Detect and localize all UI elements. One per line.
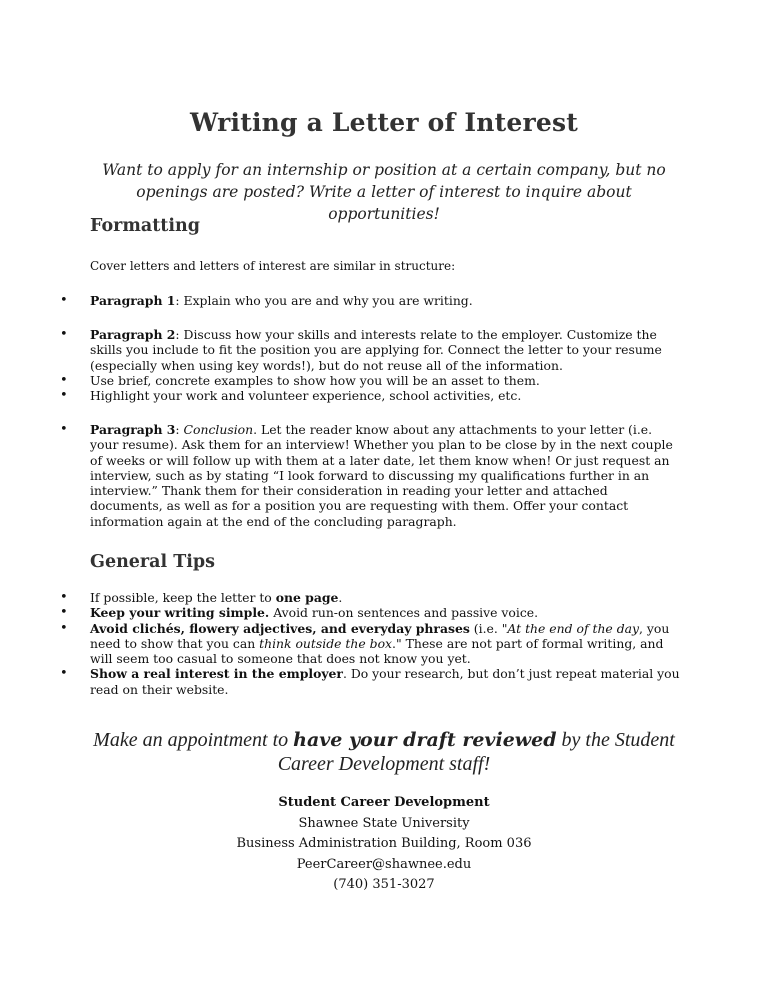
closing-pre: Make an appointment to [93, 729, 294, 751]
tip-3-bold: Avoid clichés, flowery adjectives, and everyday phrases [90, 620, 470, 636]
bullet-icon: • [60, 422, 68, 437]
bullet-icon: • [60, 372, 68, 388]
paragraph-2-sub-1: Use brief, concrete examples to show how you will be an asset to them. [90, 372, 540, 388]
bullet-icon: • [60, 388, 68, 404]
paragraph-1-text: : Explain who you are and why you are writing. [175, 293, 473, 308]
tip-1-post: . [338, 590, 343, 605]
list-item [60, 327, 680, 373]
tip-3-italic-1: At the end of the day [507, 620, 640, 636]
bullet-icon: • [60, 327, 68, 342]
paragraph-2-text: : Discuss how your skills and interests relate to the employer. Customize the skills you include to fit the position you are applying for. Connect the letter to your resume (especially when using key words!), but do not reuse all of the information. [90, 327, 662, 373]
intro-text: Want to apply for an internship or position at a certain company, but no openings are posted? Write a letter of interest to inquire about opportunities! [102, 161, 666, 223]
paragraph-2-sub-2: Highlight your work and volunteer experience, school activities, etc. [90, 388, 522, 404]
tip-3-a: (i.e. " [469, 620, 508, 636]
contact-email[interactable]: PeerCareer@shawnee.edu [296, 856, 472, 872]
closing-post: by the Student Career Development staff! [277, 729, 675, 775]
tip-3-italic-2: think outside the box [259, 635, 393, 651]
page-title: Writing a Letter of Interest [189, 108, 579, 137]
contact-org: Student Career Development [278, 795, 490, 810]
tip-1-bold: one page [275, 590, 339, 605]
list-item [60, 620, 680, 667]
tip-3-b: , you need to show that you can [90, 620, 670, 651]
bullet-paragraph-3 [60, 422, 680, 529]
list-item [60, 666, 680, 697]
tip-1-pre: If possible, keep the letter to [90, 590, 276, 605]
list-item [60, 372, 680, 388]
contact-phone: (740) 351-3027 [333, 877, 435, 892]
contact-block [0, 793, 768, 896]
bullet-icon: • [60, 666, 68, 682]
list-item [60, 293, 680, 308]
tip-4-text: . Do your research, but don’t just repeat material you read on their website. [90, 666, 680, 697]
formatting-heading: Formatting [90, 216, 200, 236]
paragraph-3-sep: : [175, 422, 184, 437]
paragraph-2-label: Paragraph 2 [90, 327, 176, 342]
list-item [60, 590, 680, 605]
list-item [60, 605, 680, 621]
contact-university: Shawnee State University [298, 815, 470, 831]
paragraph-3-label: Paragraph 3 [90, 422, 176, 437]
paragraph-1-label: Paragraph 1 [90, 293, 176, 308]
paragraph-3-italic: Conclusion [183, 422, 254, 437]
tip-2-text: Avoid run-on sentences and passive voice. [269, 605, 539, 621]
closing-callout [80, 728, 688, 776]
tip-2-bold: Keep your writing simple. [90, 605, 270, 621]
tip-3-c: ." These are not part of formal writing, and will seem too casual to someone that does not know you yet. [90, 635, 664, 667]
list-item [60, 388, 680, 404]
bullet-paragraph-1 [60, 293, 680, 308]
bullet-paragraph-2 [60, 327, 680, 404]
bullet-icon: • [60, 605, 68, 621]
contact-building: Business Administration Building, Room 036 [236, 836, 532, 851]
list-item [60, 422, 680, 529]
tip-4-bold: Show a real interest in the employer [90, 666, 343, 682]
bullet-icon: • [60, 293, 68, 308]
tips-list [60, 590, 680, 697]
paragraph-3-text: . Let the reader know about any attachments to your letter (i.e. your resume). Ask them for an interview! Whether you plan to be close by in the next couple of weeks or will follow up with them at a later date, let them know when! Or just request an interview, such as by stating “I look forward to discussing my qualifications further in an interview.” Thank them for their consideration in reading your letter and attached documents, as well as for a position you are requesting with them. Offer your contact information again at the end of the concluding paragraph. [90, 422, 673, 529]
bullet-icon: • [60, 620, 68, 636]
bullet-icon: • [60, 590, 68, 605]
general-tips-heading: General Tips [90, 552, 215, 572]
formatting-paragraph: Cover letters and letters of interest are similar in structure: [90, 259, 456, 273]
closing-bold: have your draft reviewed [293, 729, 557, 751]
